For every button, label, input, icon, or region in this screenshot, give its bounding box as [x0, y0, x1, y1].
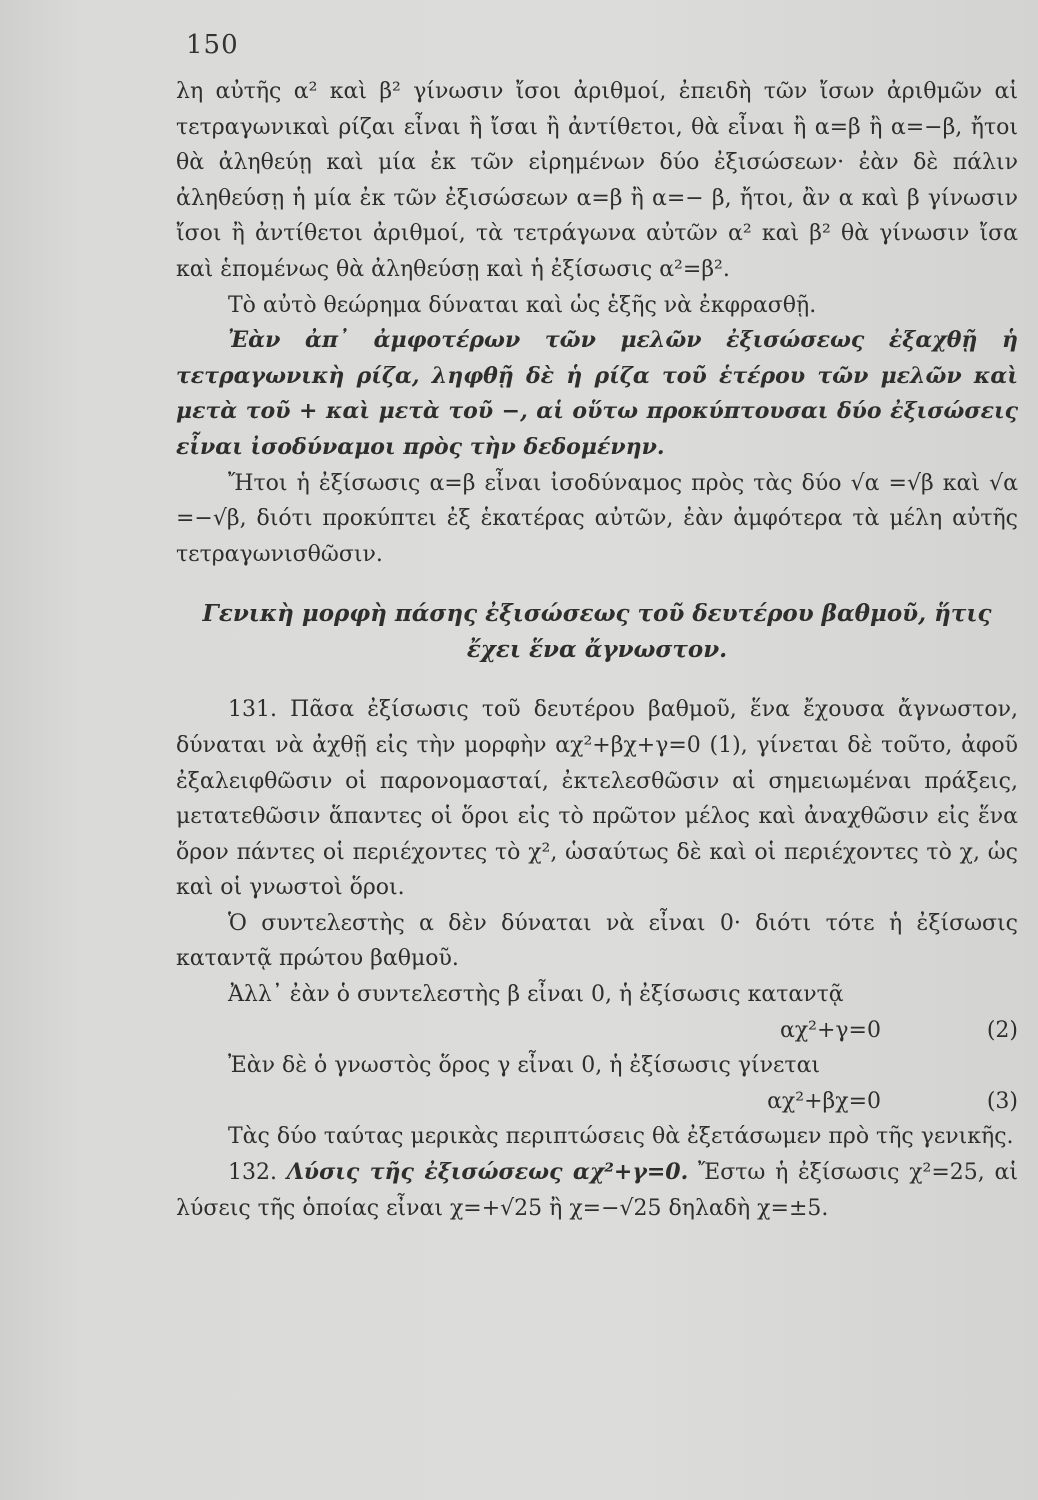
equation-2-number: (2) [986, 1017, 1018, 1043]
paragraph-case-c-zero: Ἐὰν δὲ ὁ γνωστὸς ὅρος γ εἶναι 0, ἡ ἐξίσωσις γίνεται [228, 1053, 821, 1079]
equation-3 [176, 1084, 1018, 1120]
equation-3-number: (3) [986, 1088, 1018, 1114]
equation-2-body: αχ²+γ=0 [779, 1017, 881, 1043]
equation-2 [176, 1013, 1018, 1049]
paragraph-case-b-zero: Ἀλλ᾽ ἐὰν ὁ συντελεστὴς β εἶναι 0, ἡ ἐξίσωσις καταντᾷ [228, 982, 844, 1008]
paragraph-131: 131. Πᾶσα ἐξίσωσις τοῦ δευτέρου βαθμοῦ, ἕνα ἔχουσα ἄγνωστον, δύναται νὰ ἀχθῇ εἰς τὴν μορφὴν αχ²+βχ+γ=0 (1), γίνεται δὲ τοῦτο, ἀφοῦ ἐξαλειφθῶσιν οἱ παρονομασταί, ἐκτελεσθῶσιν αἱ σημειωμέναι πράξεις, μετατεθῶσιν ἅπαντες οἱ ὅροι εἰς τὸ πρῶτον μέλος καὶ ἀναχθῶσιν εἰς ἕνα ὅρον πάντες οἱ περιέχοντες τὸ χ², ὡσαύτως δὲ καὶ οἱ περιέχοντες τὸ χ, ὡς καὶ οἱ γνωστοὶ ὅροι. [176, 697, 1018, 901]
section-heading: Γενικὴ μορφὴ πάσης ἐξισώσεως τοῦ δευτέρου βαθμοῦ, ἥτις ἔχει ἕνα ἄγνωστον. [202, 600, 992, 664]
paragraph-coefficient: Ὁ συντελεστὴς α δὲν δύναται νὰ εἶναι 0· διότι τότε ἡ ἐξίσωσις καταντᾷ πρώτου βαθμοῦ. [176, 910, 1018, 972]
equation-3-body: αχ²+βχ=0 [767, 1088, 881, 1114]
paragraph-continuation: λη αὐτῆς α² καὶ β² γίνωσιν ἴσοι ἀριθμοί, ἐπειδὴ τῶν ἴσων ἀριθμῶν αἱ τετραγωνικαὶ ρίζαι εἶναι ἢ ἴσαι ἢ ἀντίθετοι, θὰ εἶναι ἢ α=β ἢ α=−β, ἤτοι θὰ ἀληθεύῃ καὶ μία ἐκ τῶν εἰρημένων δύο ἐξισώσεων· ἐὰν δὲ πάλιν ἀληθεύσῃ ἡ μία ἐκ τῶν ἐξισώσεων α=β ἢ α=− β, ἤτοι, ἂν α καὶ β γίνωσιν ἴσοι ἢ ἀντίθετοι ἀριθμοί, τὰ τετράγωνα αὐτῶν α² καὶ β² θὰ γίνωσιν ἴσα καὶ ἑπομένως θὰ ἀληθεύσῃ καὶ ἡ ἐξίσωσις α²=β². [176, 79, 1018, 282]
paragraph-theorem: Ἐὰν ἀπ᾽ ἀμφοτέρων τῶν μελῶν ἐξισώσεως ἐξαχθῇ ἡ τετραγωνικὴ ρίζα, ληφθῇ δὲ ἡ ρίζα τοῦ ἑτέρου τῶν μελῶν καὶ μετὰ τοῦ + καὶ μετὰ τοῦ −, αἱ οὕτω προκύπτουσαι δύο ἐξισώσεις εἶναι ἰσοδύναμοι πρὸς τὴν δεδομένην. [176, 327, 1018, 460]
paragraph-132-number: 132. [228, 1160, 277, 1186]
paragraph-special-cases: Τὰς δύο ταύτας μερικὰς περιπτώσεις θὰ ἐξετάσωμεν πρὸ τῆς γενικῆς. [228, 1124, 1014, 1150]
paragraph-theorem-intro: Τὸ αὐτὸ θεώρημα δύναται καὶ ὡς ἑξῆς νὰ ἐκφρασθῇ. [228, 292, 817, 318]
paragraph-132-text: Ἔστω ἡ ἐξίσωσις χ²=25, αἱ λύσεις τῆς ὁποίας εἶναι χ=+√25 ἢ χ=−√25 δηλαδὴ χ=±5. [176, 1160, 1018, 1221]
page-number: 150 [186, 30, 239, 60]
paragraph-132 [176, 1155, 1018, 1226]
page-text [176, 74, 1018, 1226]
paragraph-example: Ἤτοι ἡ ἐξίσωσις α=β εἶναι ἰσοδύναμος πρὸς τὰς δύο √α =√β καὶ √α =−√β, διότι προκύπτει ἐξ ἑκατέρας αὐτῶν, ἐὰν ἀμφότερα τὰ μέλη αὐτῆς τετραγωνισθῶσιν. [176, 470, 1018, 567]
paragraph-132-title: Λύσις τῆς ἐξισώσεως αχ²+γ=0. [286, 1159, 689, 1186]
